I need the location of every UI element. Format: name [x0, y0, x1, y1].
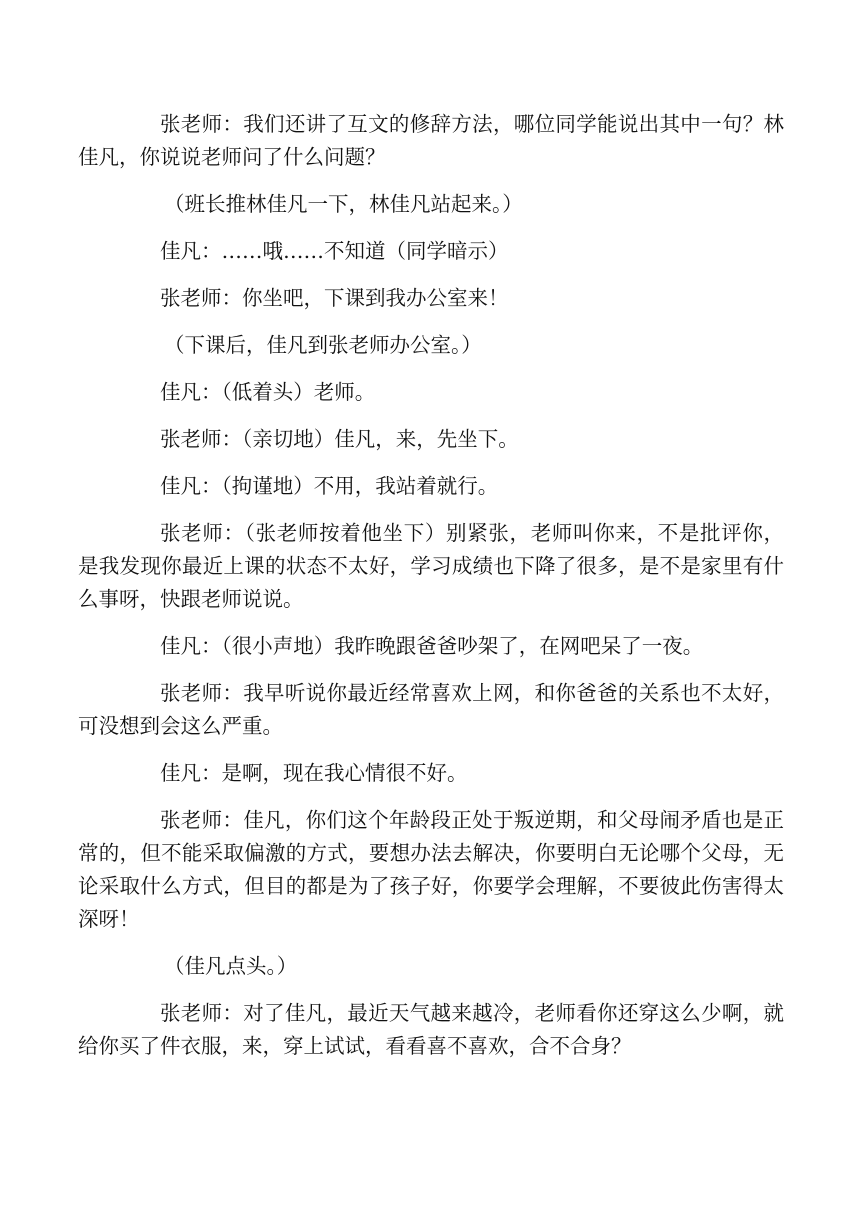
dialogue-paragraph: 张老师：我们还讲了互文的修辞方法，哪位同学能说出其中一句？林佳凡，你说说老师问了什么问题？: [78, 112, 784, 169]
dialogue-paragraph: 佳凡：……哦……不知道（同学暗示）: [160, 239, 509, 263]
dialogue-paragraph: 张老师：我早听说你最近经常喜欢上网，和你爸爸的关系也不太好，可没想到会这么严重。: [78, 681, 784, 738]
dialogue-paragraph: 佳凡：（低着头）老师。: [160, 380, 376, 404]
document-body: [78, 108, 784, 1077]
dialogue-paragraph: 张老师：对了佳凡，最近天气越来越冷，老师看你还穿这么少啊，就给你买了件衣服，来，穿上试试，看看喜不喜欢，合不合身？: [78, 1001, 784, 1058]
dialogue-paragraph: 张老师：（亲切地）佳凡，来，先坐下。: [160, 427, 519, 451]
stage-direction: （佳凡点头。）: [164, 954, 298, 978]
dialogue-paragraph: 张老师：（张老师按着他坐下）别紧张，老师叫你来，不是批评你，是我发现你最近上课的状态不太好，学习成绩也下降了很多，是不是家里有什么事呀，快跟老师说说。: [78, 521, 784, 611]
dialogue-paragraph: 张老师：佳凡，你们这个年龄段正处于叛逆期，和父母闹矛盾也是正常的，但不能采取偏激的方式，要想办法去解决，你要明白无论哪个父母，无论采取什么方式，但目的都是为了孩子好，你要学会理解，不要彼此伤害得太深呀！: [78, 808, 784, 931]
dialogue-paragraph: 佳凡：（很小声地）我昨晚跟爸爸吵架了，在网吧呆了一夜。: [160, 634, 704, 658]
stage-direction: （班长推林佳凡一下，林佳凡站起来。）: [164, 192, 523, 216]
dialogue-paragraph: 张老师：你坐吧，下课到我办公室来！: [160, 286, 509, 310]
dialogue-paragraph: 佳凡：（拘谨地）不用，我站着就行。: [160, 474, 499, 498]
stage-direction: （下课后，佳凡到张老师办公室。）: [164, 333, 482, 357]
dialogue-paragraph: 佳凡：是啊，现在我心情很不好。: [160, 761, 468, 785]
